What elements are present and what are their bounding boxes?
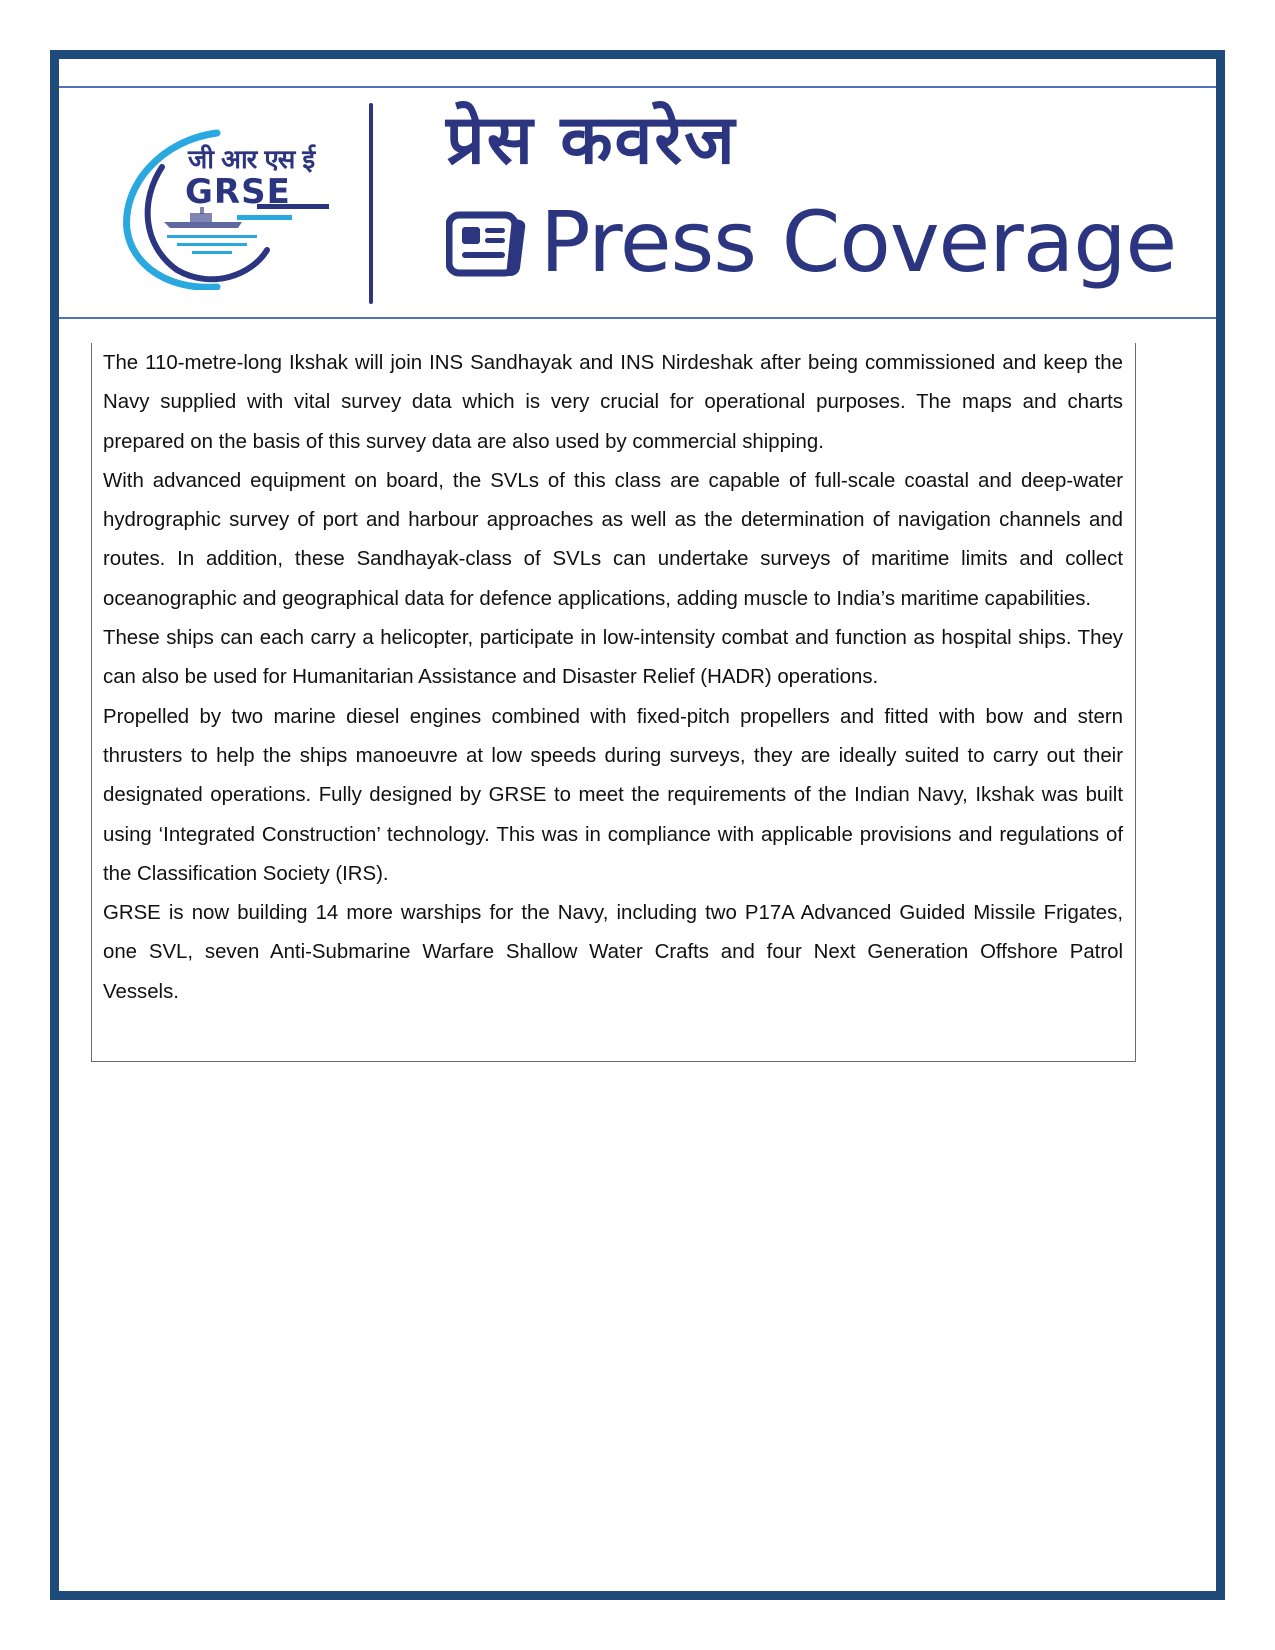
- newspaper-icon: [446, 210, 530, 278]
- logo-hindi-text: जी आर एस ई: [188, 145, 315, 175]
- article-paragraph: With advanced equipment on board, the SVLs of this class are capable of full-scale coastal and deep-water hydrographic survey of port and harbour approaches as well as the determination of navigation channels and routes. In addition, these Sandhayak-class of SVLs can undertake surveys of maritime limits and collect oceanographic and geographical data for defence applications, adding muscle to India’s maritime capabilities.: [103, 469, 1123, 610]
- logo-text: GRSE: [185, 172, 291, 212]
- article-paragraph: These ships can each carry a helicopter, participate in low-intensity combat and function as hospital ships. They can also be used for Humanitarian Assistance and Disaster Relief (HADR) operations.: [103, 627, 1123, 689]
- header-divider: [369, 103, 373, 304]
- article-paragraph: The 110-metre-long Ikshak will join INS Sandhayak and INS Nirdeshak after being commissioned and keep the Navy supplied with vital survey data which is very crucial for operational purposes. The maps and charts prepared on the basis of this survey data are also used by commercial shipping.: [103, 352, 1123, 453]
- header-bottom-rule: [59, 317, 1216, 319]
- article-body: [103, 344, 1123, 1012]
- page-title-english: Press Coverage: [540, 193, 1177, 291]
- article-paragraph: GRSE is now building 14 more warships for the Navy, including two P17A Advanced Guided Missile Frigates, one SVL, seven Anti-Submarine Warfare Shallow Water Crafts and four Next Generation Offshore Patrol Vessels.: [103, 902, 1123, 1003]
- page-title-hindi: प्रेस कवरेज: [446, 100, 737, 180]
- header-top-rule: [59, 86, 1216, 88]
- article-paragraph: Propelled by two marine diesel engines combined with fixed-pitch propellers and fitted with bow and stern thrusters to help the ships manoeuvre at low speeds during surveys, they are ideally suited to carry out their designated operations. Fully designed by GRSE to meet the requirements of the Indian Navy, Ikshak was built using ‘Integrated Construction’ technology. This was in compliance with applicable provisions and regulations of the Classification Society (IRS).: [103, 705, 1123, 885]
